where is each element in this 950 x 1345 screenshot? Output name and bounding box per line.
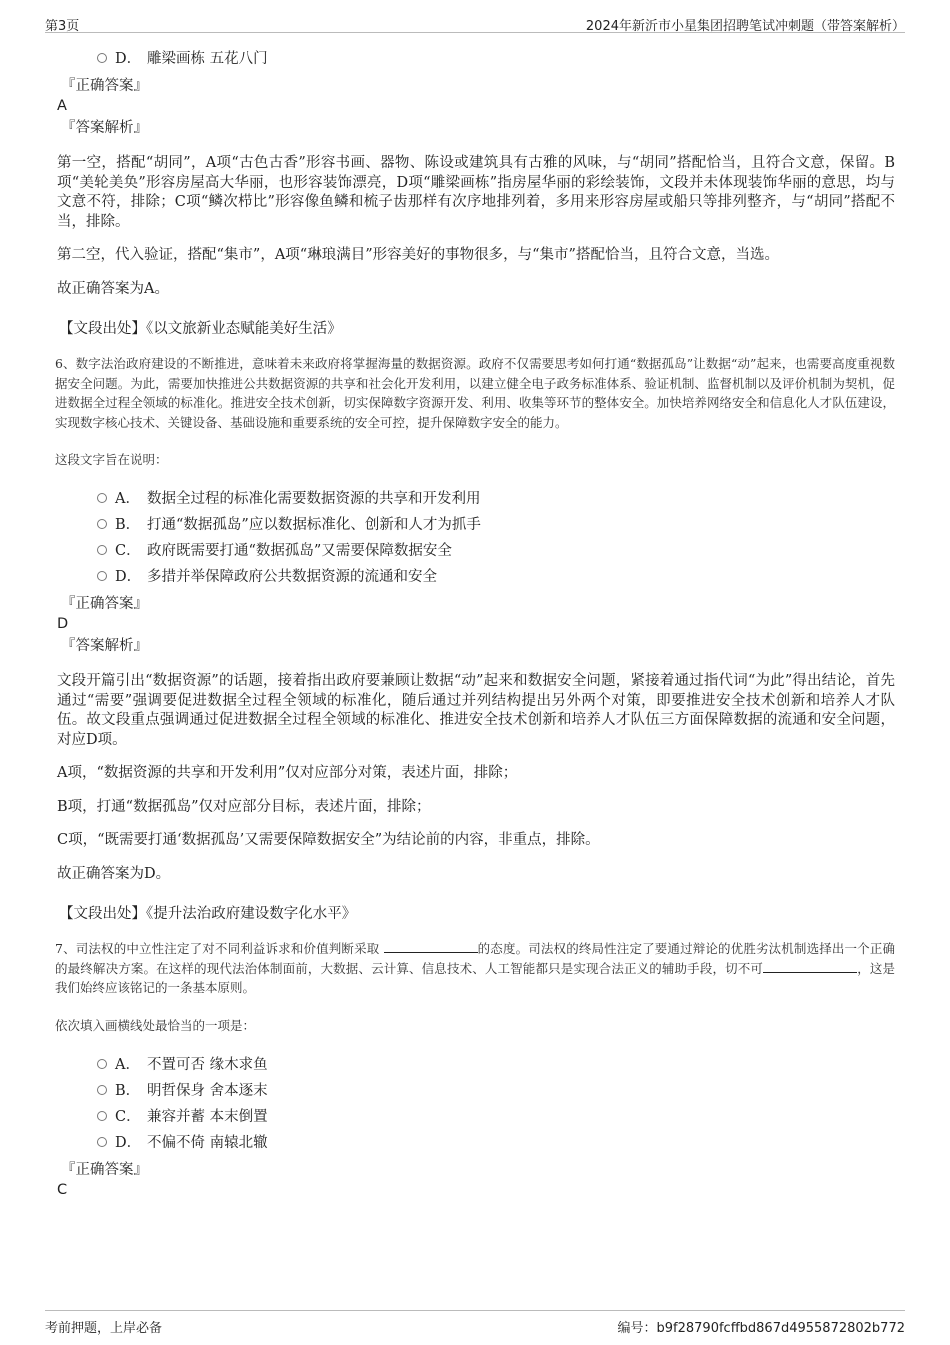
correct-answer: A bbox=[57, 98, 67, 114]
question-6-text: 6、数字法治政府建设的不断推进，意味着未来政府将掌握海量的数据资源。政府不仅需要思考如何打通“数据孤岛”让数据“动”起来，也需要高度重视数据安全问题。为此，需要加快推进公共数据资源的共享和社会化开发利用，以建立健全电子政务标准体系、验证机制、监督机制以及评价机制为契机，促进数据全过程全领域的标准化。推进安全技术创新，切实保障数字资源开发、利用、收集等环节的整体安全。加快培养网络安全和信息化人才队伍建设，实现数字核心技术、关键设备、基础设施和重要系统的安全可控，提升保障数字安全的能力。 bbox=[55, 356, 895, 430]
option-d[interactable]: D． 不偏不倚 南辕北辙 bbox=[95, 1128, 895, 1154]
page-footer bbox=[45, 1310, 905, 1335]
question-6-stem: 这段文字旨在说明： bbox=[55, 452, 168, 467]
page-header bbox=[45, 12, 905, 33]
analysis-paragraph: 故正确答案为A。 bbox=[57, 280, 169, 297]
footer-slogan: 考前押题，上岸必备 bbox=[45, 1321, 163, 1336]
document-id: 编号：b9f28790fcffbd867d4955872802b772 bbox=[617, 1321, 905, 1336]
option-b[interactable]: B． 明哲保身 舍本逐末 bbox=[95, 1076, 895, 1102]
correct-answer: C bbox=[57, 1181, 68, 1198]
source-citation: 【文段出处】《以文旅新业态赋能美好生活》 bbox=[59, 321, 342, 337]
analysis-paragraph: B项，打通“数据孤岛”仅对应部分目标，表述片面，排除； bbox=[57, 798, 431, 815]
radio-icon[interactable] bbox=[97, 571, 107, 581]
document-body bbox=[55, 44, 895, 1202]
radio-icon[interactable] bbox=[97, 545, 107, 555]
radio-icon[interactable] bbox=[97, 53, 107, 63]
analysis-paragraph: 第一空，搭配“胡同”，A项“古色古香”形容书画、器物、陈设或建筑具有古雅的风味，与“胡同”搭配恰当，且符合文意，保留。B项“美轮美奂”形容房屋高大华丽，也形容装饰漂亮，D项“雕梁画栋”指房屋华丽的彩绘装饰，文段并未体现装饰华丽的意思，均与文意不符，排除；C项“鳞次栉比”形容像鱼鳞和梳子齿那样有次序地排列着，多用来形容房屋或船只等排列整齐，与“胡同”搭配不当，排除。 bbox=[57, 155, 895, 230]
radio-icon[interactable] bbox=[97, 519, 107, 529]
analysis-label: 『答案解析』 bbox=[61, 638, 148, 654]
analysis-label: 『答案解析』 bbox=[61, 120, 148, 136]
answer-label: 『正确答案』 bbox=[61, 596, 148, 612]
fill-blank bbox=[763, 960, 857, 973]
question-7-stem: 依次填入画横线处最恰当的一项是： bbox=[55, 1017, 256, 1033]
answer-label: 『正确答案』 bbox=[61, 1161, 148, 1178]
fill-blank bbox=[384, 940, 478, 953]
analysis-paragraph: 文段开篇引出“数据资源”的话题，接着指出政府要兼顾让数据“动”起来和数据安全问题，紧接着通过指代词“为此”得出结论，首先通过“需要”强调要促进数据全过程全领域的标准化，随后通过并列结构提出另外两个对策，即要推进安全技术创新和培养人才队伍。故文段重点强调通过促进数据全过程全领域的标准化、推进安全技术创新和培养人才队伍三方面保障数据的流通和安全问题，对应D项。 bbox=[57, 673, 895, 748]
radio-icon[interactable] bbox=[97, 1085, 107, 1095]
option-c[interactable]: C． 政府既需要打通“数据孤岛”又需要保障数据安全 bbox=[95, 536, 895, 562]
radio-icon[interactable] bbox=[97, 493, 107, 503]
question-7-text: 7、司法权的中立性注定了对不同利益诉求和价值判断采取 的态度。司法权的终局性注定了要通过辩论的优胜劣汰机制选择出一个正确的最终解决方案。在这样的现代法治体制面前，大数据、云计算、信息技术、人工智能都只是实现合法正义的辅助手段，切不可 ，这是我们始终应该铭记的一条基本原则。 bbox=[55, 941, 895, 995]
radio-icon[interactable] bbox=[97, 1059, 107, 1069]
radio-icon[interactable] bbox=[97, 1137, 107, 1147]
analysis-paragraph: A项，“数据资源的共享和开发利用”仅对应部分对策，表述片面，排除； bbox=[57, 765, 518, 781]
option-d[interactable]: D． 雕梁画栋 五花八门 bbox=[95, 44, 895, 70]
page-number: 第3页 bbox=[45, 19, 80, 34]
option-a[interactable]: A． 不置可否 缘木求鱼 bbox=[95, 1050, 895, 1076]
radio-icon[interactable] bbox=[97, 1111, 107, 1121]
option-c[interactable]: C． 兼容并蓄 本末倒置 bbox=[95, 1102, 895, 1128]
option-a[interactable]: A． 数据全过程的标准化需要数据资源的共享和开发利用 bbox=[95, 484, 895, 510]
source-citation: 【文段出处】《提升法治政府建设数字化水平》 bbox=[59, 906, 357, 922]
document-title: 2024年新沂市小星集团招聘笔试冲刺题（带答案解析） bbox=[585, 19, 905, 34]
option-d[interactable]: D． 多措并举保障政府公共数据资源的流通和安全 bbox=[95, 562, 895, 588]
analysis-paragraph: C项，“既需要打通‘数据孤岛’又需要保障数据安全”为结论前的内容，非重点，排除。 bbox=[57, 832, 600, 848]
analysis-paragraph: 故正确答案为D。 bbox=[57, 865, 171, 882]
option-b[interactable]: B． 打通“数据孤岛”应以数据标准化、创新和人才为抓手 bbox=[95, 510, 895, 536]
answer-label: 『正确答案』 bbox=[61, 78, 148, 94]
analysis-paragraph: 第二空，代入验证，搭配“集市”，A项“琳琅满目”形容美好的事物很多，与“集市”搭配恰当，且符合文意，当选。 bbox=[57, 247, 779, 263]
correct-answer: D bbox=[57, 616, 69, 632]
